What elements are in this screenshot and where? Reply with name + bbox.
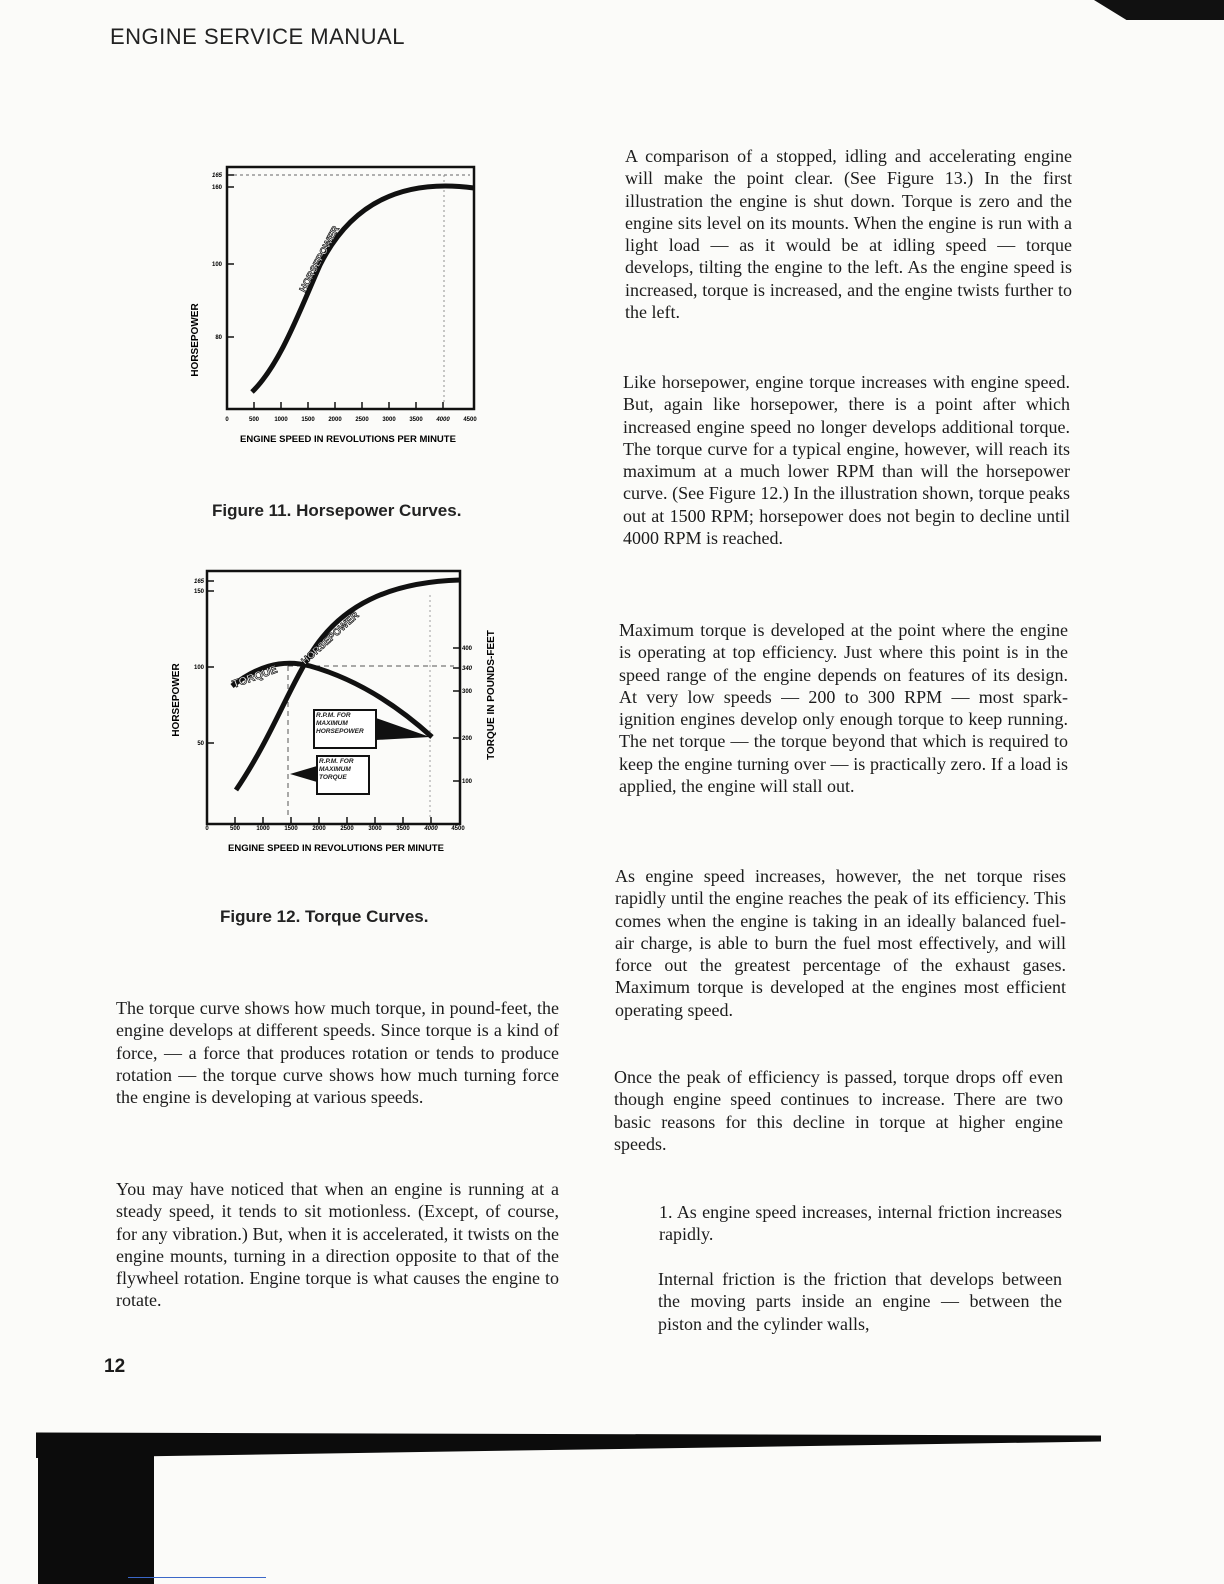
- list-item-1-paragraph: Internal friction is the friction that develops between the moving parts inside an engine — between the piston and the cylinder walls,: [658, 1269, 1062, 1334]
- annotation-text: R.P.M. FOR MAXIMUM TORQUE: [319, 758, 354, 781]
- y2-tick-300: 300: [462, 689, 473, 695]
- right-paragraph-1: A comparison of a stopped, idling and accelerating engine will make the point clear. (See Figure 13.) In the first illustration the engine is shut down. Torque is zero and the engine sits level on its mounts. When the engine is run with a light load — as it would be at idling speed — torque develops, tilting the engine to the left. As the engine speed is increased, torque is increased, and the engine twists further to the left.: [625, 146, 1072, 323]
- bottom-scan-bar: [36, 1428, 1101, 1458]
- annotation-rpm-max-torque: [290, 756, 369, 794]
- torque-curve-label: TORQUE: [230, 663, 280, 691]
- figure-11-caption: Figure 11. Horsepower Curves.: [212, 501, 462, 520]
- x-tick-4000: 4000: [436, 417, 450, 423]
- x-tick-4500: 4500: [463, 417, 477, 423]
- annotation-pointer: [290, 766, 317, 782]
- left-paragraph-1: The torque curve shows how much torque, in pound-feet, the engine develops at different speeds. Since torque is a kind of force, — a force that produces rotation or tends to produce rotation — the torque curve shows how much turning force the engine is developing at various speeds.: [116, 998, 559, 1108]
- x-tick-2000: 2000: [312, 826, 326, 832]
- x-tick-2500: 2500: [340, 826, 354, 832]
- y-tick-100: 100: [193, 665, 204, 671]
- bottom-blue-line: [128, 1577, 266, 1578]
- x-tick-1000: 1000: [256, 826, 270, 832]
- y-tick-150: 150: [193, 589, 204, 595]
- x-tick-2000: 2000: [328, 417, 342, 423]
- x-tick-2500: 2500: [355, 417, 369, 423]
- x-tick-labels: [205, 826, 465, 832]
- y-tick-80: 80: [215, 335, 222, 341]
- x-tick-3000: 3000: [368, 826, 382, 832]
- x-tick-1500: 1500: [301, 417, 315, 423]
- left-paragraph-2: You may have noticed that when an engine is running at a steady speed, it tends to sit motionless. (Except, of course, for any vibration.) But, when it is accelerated, it twists on the engine mounts, turning in a direction opposite to that of the flywheel rotation. Engine torque is what causes the engine to rotate.: [116, 1179, 559, 1311]
- x-tick-3000: 3000: [382, 417, 396, 423]
- x-tick-4000: 4000: [424, 826, 438, 832]
- x-axis-title: ENGINE SPEED IN REVOLUTIONS PER MINUTE: [240, 434, 456, 445]
- right-paragraph-2: Like horsepower, engine torque increases with engine speed. But, again like horsepower, there is a point after which increased engine speed no longer develops additional torque. The torque curve for a typical engine, however, will reach its maximum at a much lower RPM than will the horsepower curve. (See Figure 12.) In the illustration shown, torque peaks out at 1500 RPM; horsepower does not begin to decline until 4000 RPM is reached.: [623, 372, 1070, 549]
- horsepower-curve-label: HORSEPOWER: [299, 609, 362, 668]
- right-paragraph-3: Maximum torque is developed at the point where the engine is operating at top efficiency. Just where this point is in the speed range of the engine depends on features of its design. At very low speeds — 200 to 300 RPM — most spark-ignition engines develop only enough torque to keep running. The net torque — the torque beyond that which is required to keep the engine turning over — is practically zero. If a load is applied, the engine will stall out.: [619, 620, 1068, 797]
- x-tick-0: 0: [225, 417, 229, 423]
- horsepower-curve: [252, 186, 474, 392]
- y-tick-100: 100: [211, 262, 222, 268]
- x-tick-3500: 3500: [409, 417, 423, 423]
- x-tick-0: 0: [205, 826, 209, 832]
- right-paragraph-5: Once the peak of efficiency is passed, torque drops off even though engine speed continues to increase. There are two basic reasons for this decline in torque at higher engine speeds.: [614, 1067, 1063, 1154]
- y-tick-165: 165: [193, 579, 204, 585]
- annotation-text: R.P.M. FOR MAXIMUM HORSEPOWER: [316, 712, 364, 735]
- right-paragraph-4: As engine speed increases, however, the net torque rises rapidly until the engine reaches the peak of its efficiency. This comes when the engine is taking in an ideally balanced fuel-air charge, is able to burn the fuel most effectively, and will force out the greatest percentage of the exhaust gases. Maximum torque is developed at the engines most efficient operating speed.: [615, 866, 1066, 1020]
- y-tick-50: 50: [197, 741, 204, 747]
- chart-frame: [227, 167, 474, 409]
- annotation-rpm-max-horsepower: [314, 710, 430, 748]
- x-tick-500: 500: [248, 417, 260, 423]
- y-tick-labels: [212, 173, 223, 341]
- x-tick-4500: 4500: [451, 826, 465, 832]
- x-tick-3500: 3500: [396, 826, 410, 832]
- figure-12-caption: Figure 12. Torque Curves.: [220, 907, 429, 926]
- y-tick-labels: [194, 579, 205, 747]
- x-tick-500: 500: [229, 826, 241, 832]
- y2-tick-200: 200: [462, 736, 473, 742]
- x-axis-title: ENGINE SPEED IN REVOLUTIONS PER MINUTE: [228, 843, 444, 854]
- figure-12-chart: [160, 560, 510, 860]
- figure-11-chart: [170, 150, 500, 460]
- y-axis-title: HORSEPOWER: [190, 303, 201, 377]
- y2-tick-100: 100: [462, 779, 473, 785]
- corner-mark: [1094, 0, 1224, 20]
- y-axis-title-horsepower: HORSEPOWER: [171, 663, 182, 737]
- list-item-1: 1. As engine speed increases, internal friction increases rapidly.: [659, 1202, 1062, 1245]
- y2-tick-340: 340: [462, 666, 473, 672]
- horsepower-curve-label: HORSEPOWER: [297, 224, 343, 295]
- x-tick-1500: 1500: [284, 826, 298, 832]
- y-tick-165: 165: [211, 173, 222, 179]
- y2-tick-labels: [462, 646, 473, 785]
- running-header: ENGINE SERVICE MANUAL: [110, 24, 405, 49]
- y2-tick-400: 400: [462, 646, 473, 652]
- y-tick-160: 160: [211, 185, 222, 191]
- y2-axis-title-torque: TORQUE IN POUNDS-FEET: [486, 630, 497, 760]
- page-number: 12: [104, 1356, 126, 1377]
- x-tick-1000: 1000: [274, 417, 288, 423]
- x-tick-labels: [225, 417, 477, 423]
- bottom-scan-block: [38, 1452, 154, 1584]
